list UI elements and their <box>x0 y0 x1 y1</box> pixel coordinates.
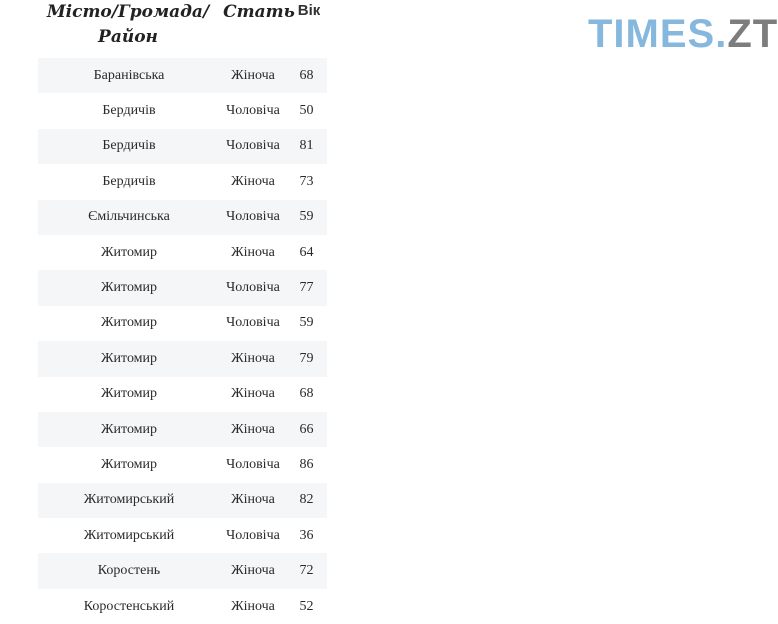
table-row <box>38 129 327 164</box>
sex-cell: Жіноча <box>231 350 275 366</box>
age-cell: 59 <box>299 315 314 331</box>
sex-cell: Чоловіча <box>226 456 280 472</box>
table-row <box>38 377 327 412</box>
city-cell: Житомир <box>100 350 158 366</box>
city-cell: Житомир <box>100 421 158 437</box>
age-cell: 68 <box>299 386 314 402</box>
times-zt-logo[interactable] <box>588 14 778 54</box>
city-cell: Ємільчинська <box>88 209 170 225</box>
cases-table <box>38 0 327 624</box>
age-cell: 64 <box>299 244 314 260</box>
table-row <box>38 518 327 553</box>
city-cell: Житомир <box>100 315 158 331</box>
sex-cell: Жіноча <box>231 421 275 437</box>
city-cell: Житомир <box>100 244 158 260</box>
age-cell: 68 <box>299 67 314 83</box>
table-header <box>38 0 327 58</box>
header-city-line1: Місто/Громада/ <box>46 2 210 22</box>
sex-cell: Чоловіча <box>226 315 280 331</box>
age-cell: 77 <box>299 280 314 296</box>
sex-cell: Чоловіча <box>226 209 280 225</box>
table-row <box>38 164 327 199</box>
table-row <box>38 270 327 305</box>
table-row <box>38 200 327 235</box>
age-cell: 50 <box>299 103 314 119</box>
sex-cell: Жіноча <box>231 563 275 579</box>
header-city <box>38 0 218 50</box>
table-row <box>38 93 327 128</box>
table-row <box>38 447 327 482</box>
city-cell: Коростень <box>97 563 161 579</box>
table-row <box>38 483 327 518</box>
city-cell: Бердичів <box>102 173 156 189</box>
sex-cell: Жіноча <box>231 492 275 508</box>
sex-cell: Жіноча <box>231 244 275 260</box>
logo-zt-text: ZT <box>727 12 778 56</box>
table-row <box>38 306 327 341</box>
city-cell: Бердичів <box>102 103 156 119</box>
sex-cell: Чоловіча <box>226 138 280 154</box>
table-row <box>38 341 327 376</box>
age-cell: 72 <box>299 563 314 579</box>
table-body <box>38 58 327 624</box>
age-cell: 82 <box>299 492 314 508</box>
city-cell: Житомир <box>100 280 158 296</box>
table-row <box>38 589 327 624</box>
sex-cell: Жіноча <box>231 173 275 189</box>
age-cell: 73 <box>299 173 314 189</box>
sex-cell: Жіноча <box>231 598 275 614</box>
table-row <box>38 235 327 270</box>
header-age: Вік <box>297 2 321 19</box>
city-cell: Житомир <box>100 456 158 472</box>
sex-cell: Чоловіча <box>226 103 280 119</box>
city-cell: Бердичів <box>102 138 156 154</box>
header-sex: Стать <box>223 2 295 22</box>
logo-times-text: TIMES. <box>588 12 728 56</box>
header-city-line2: Район <box>98 27 158 47</box>
sex-cell: Жіноча <box>231 386 275 402</box>
city-cell: Баранівська <box>93 67 165 83</box>
city-cell: Житомирський <box>83 527 175 543</box>
age-cell: 66 <box>299 421 314 437</box>
sex-cell: Жіноча <box>231 67 275 83</box>
table-row <box>38 412 327 447</box>
age-cell: 81 <box>299 138 314 154</box>
table-row <box>38 553 327 588</box>
city-cell: Житомирський <box>83 492 175 508</box>
city-cell: Коростенський <box>83 598 175 614</box>
sex-cell: Чоловіча <box>226 280 280 296</box>
age-cell: 52 <box>299 598 314 614</box>
city-cell: Житомир <box>100 386 158 402</box>
table-row <box>38 58 327 93</box>
age-cell: 79 <box>299 350 314 366</box>
age-cell: 59 <box>299 209 314 225</box>
sex-cell: Чоловіча <box>226 527 280 543</box>
age-cell: 86 <box>299 456 314 472</box>
age-cell: 36 <box>299 527 314 543</box>
